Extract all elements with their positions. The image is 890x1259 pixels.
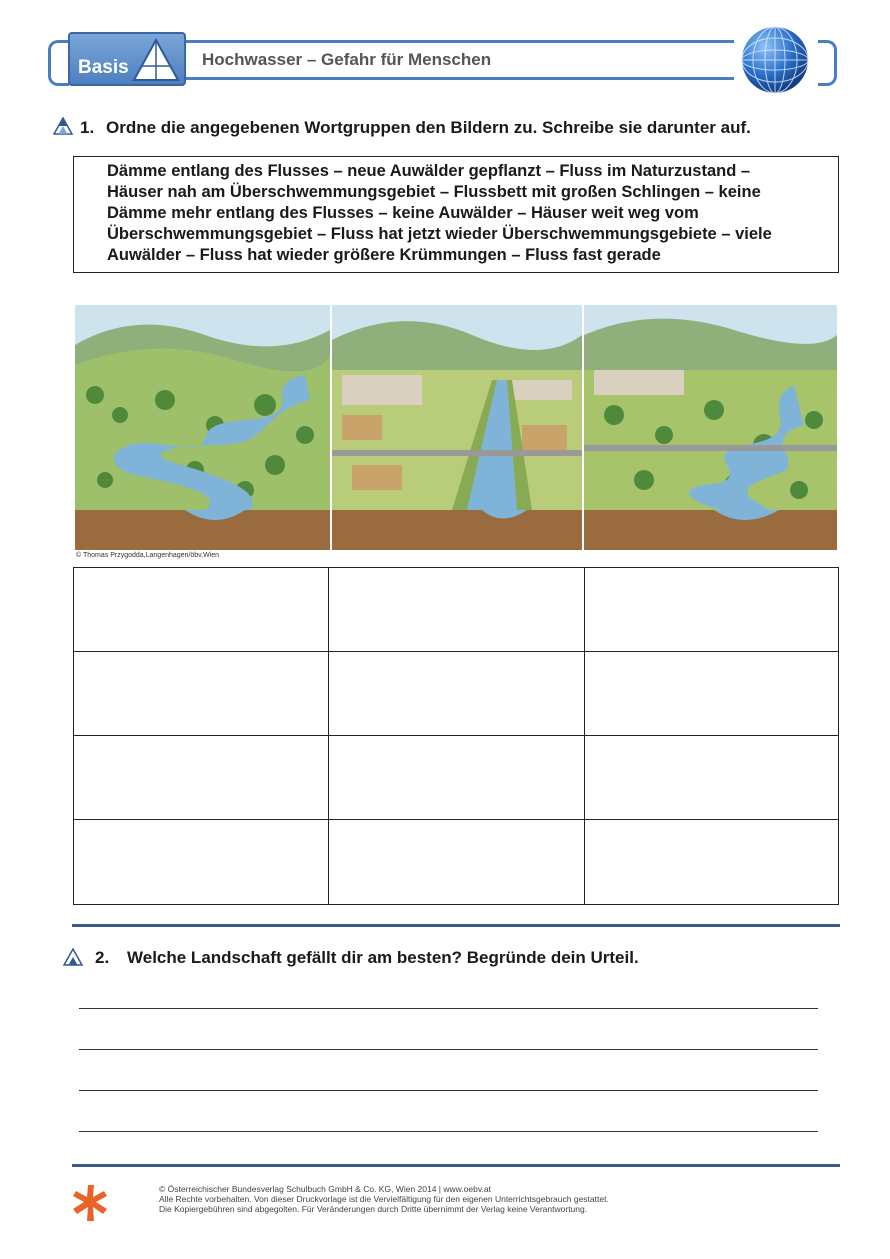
landscape-image-renaturalized [584,305,837,550]
pyramid-level-icon [63,948,83,966]
footer-line: © Österreichischer Bundesverlag Schulbuch GmbH & Co. KG, Wien 2014 | www.oebv.at [159,1184,491,1194]
footer-line: Alle Rechte vorbehalten. Von dieser Druckvorlage ist die Vervielfältigung für den eigenen Unterrichtsgebrauch gestattet. [159,1194,609,1204]
word-bank-line: Dämme mehr entlang des Flusses – keine Auwälder – Häuser weit weg vom [107,204,699,222]
task1-instruction: Ordne die angegebenen Wortgruppen den Bildern zu. Schreibe sie darunter auf. [106,118,751,137]
word-bank-line: Überschwemmungsgebiet – Fluss hat jetzt wieder Überschwemmungsgebiete – viele [107,225,772,243]
header-rule-bottom [186,77,734,80]
landscape-image-straightened [332,305,582,550]
answer-cell[interactable] [585,652,838,736]
answer-cell[interactable] [329,736,585,820]
answer-cell[interactable] [585,736,838,820]
answer-cell[interactable] [585,568,838,652]
answer-grid [73,567,839,905]
globe-icon [740,25,810,95]
word-bank-line: Häuser nah am Überschwemmungsgebiet – Flussbett mit großen Schlingen – keine [107,183,761,201]
answer-cell[interactable] [74,652,329,736]
basis-label: Basis [78,57,129,78]
answer-cell[interactable] [329,652,585,736]
answer-cell[interactable] [585,820,838,904]
word-bank-text [107,161,835,266]
header-bracket-right [818,40,837,86]
footer-divider [72,1164,840,1167]
answer-cell[interactable] [74,568,329,652]
word-bank-line: Auwälder – Fluss hat wieder größere Krümmungen – Fluss fast gerade [107,246,661,264]
answer-line[interactable] [79,1131,818,1132]
answer-cell[interactable] [329,568,585,652]
task1-number: 1. [80,118,95,137]
answer-line[interactable] [79,1090,818,1091]
header-rule-top [186,40,734,43]
answer-cell[interactable] [74,736,329,820]
pyramid-level-icon [53,117,73,135]
word-bank-line: Dämme entlang des Flusses – neue Auwälder gepflanzt – Fluss im Naturzustand – [107,162,751,180]
answer-line[interactable] [79,1008,818,1009]
footer-copyright [159,1184,719,1214]
task2-question: Welche Landschaft gefällt dir am besten? Begründe dein Urteil. [127,948,639,967]
page-title: Hochwasser – Gefahr für Menschen [202,50,492,69]
footer-line: Die Kopiergebühren sind abgegolten. Für Veränderungen durch Dritte übernimmt der Verlag keine Verantwortung. [159,1204,588,1214]
answer-cell[interactable] [329,820,585,904]
landscape-image-natural [75,305,330,550]
oebv-logo-icon [70,1183,110,1223]
answer-cell[interactable] [74,820,329,904]
image-credit: © Thomas Przygodda,Langenhagen/öbv,Wien [76,552,220,559]
answer-line[interactable] [79,1049,818,1050]
header-bracket-left [48,40,69,86]
task2-number: 2. [95,948,110,967]
section-divider [72,924,840,927]
